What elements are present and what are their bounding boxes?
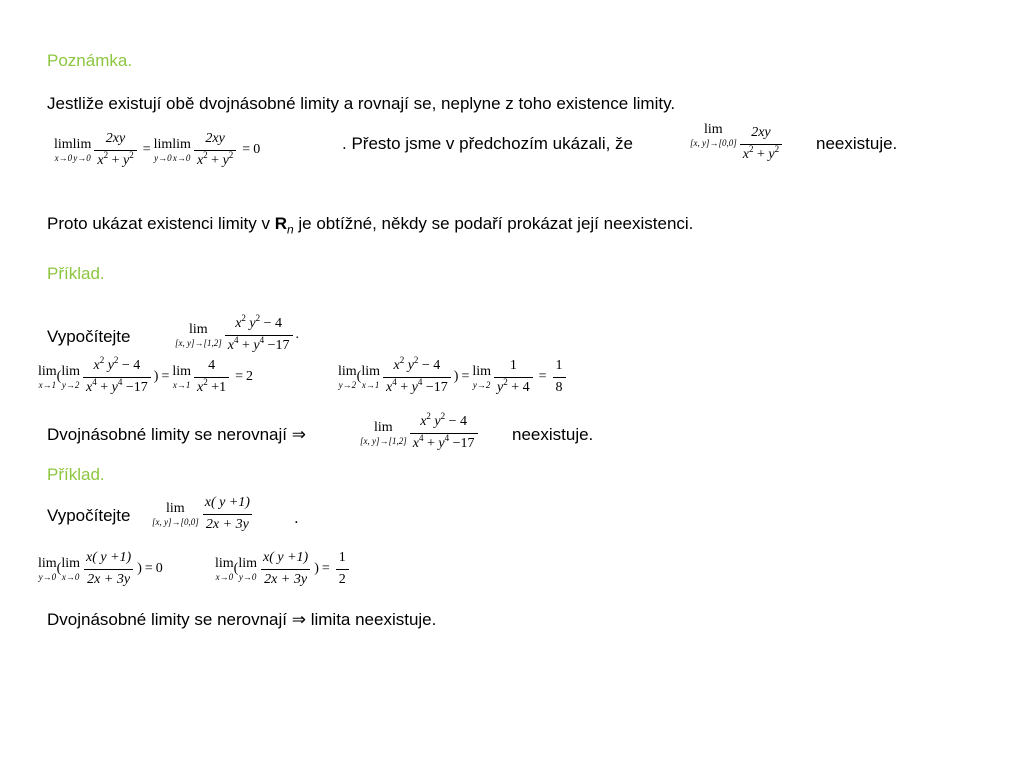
fraction: $\frac{x( y +1)}{2x + 3y}$ [263, 550, 309, 587]
fraction: $\frac{x^2 y^2 - 4}{x^4 + y^4 -17}$ [410, 414, 478, 451]
neexistuje-1: neexistuje. [512, 425, 594, 444]
formula-iterated-limits: lim x→0 lim y→0 $\frac{2xy}{x^2 + y^2}$ = lim y→0 lim x→0 $\frac{2xy}{x^2 + y^2}$ = 0 [54, 131, 261, 168]
paragraph-2b: neexistuje. [816, 134, 898, 153]
lim-operator: lim x→1 [361, 363, 381, 390]
formula-iterated-y-first: lim y→2 ( lim x→1 $\frac{x^2 y^2 - 4}{x^4 + y^4 -17}$ ) = lim y→2 $\frac{1}{y^2 + 4}$ = $\frac{1}{8}$ [338, 352, 569, 402]
lim-operator: lim [x, y]→[1,2] [175, 321, 222, 348]
example-2-heading: Příklad. [47, 465, 105, 484]
example-1-heading: Příklad. [47, 264, 105, 283]
formula-iterated-x-first: lim x→1 ( lim y→2 $\frac{x^2 y^2 - 4}{x^4 + y^4 -17}$ ) = lim x→1 $\frac{4}{x^2 +1}$ = 2 [38, 355, 254, 395]
lim-operator: lim y→0 [72, 136, 92, 163]
lim-operator: lim [x, y]→[0,0] [690, 121, 737, 148]
formula-double-limit-00 [690, 120, 785, 168]
calc-label-1: Vypočítejte [47, 327, 131, 346]
formula-ex2-x-first: lim x→0 ( lim y→0 $\frac{x( y +1)}{2x + 3y}$ ) = $\frac{1}{2}$ [215, 545, 352, 593]
lim-operator: lim y→2 [338, 363, 357, 390]
lim-operator: lim y→0 [238, 555, 258, 582]
fraction: $\frac{x^2 y^2 - 4}{x^4 + y^4 -17}$ [225, 316, 293, 353]
fraction: $\frac{2xy}{x^2 + y^2}$ [94, 131, 136, 168]
fraction: $\frac{1}{y^2 + 4}$ [494, 358, 533, 395]
lim-operator: lim y→2 [472, 363, 492, 390]
fraction: $\frac{x( y +1)}{2x + 3y}$ [204, 495, 250, 532]
paragraph-3: Proto ukázat existenci limity v $R_n$ je obtížné, někdy se podaří prokázat její neexistenci. [47, 214, 694, 237]
paragraph-1: Jestliže existují obě dvojnásobné limity a rovnají se, neplyne z toho existence limity. [47, 94, 676, 113]
final-statement: Dvojnásobné limity se nerovnají ⇒ limita neexistuje. [47, 610, 437, 629]
lim-operator: lim [x, y]→[0,0] [152, 500, 199, 527]
calc-label-2: Vypočítejte [47, 506, 131, 525]
formula-double-limit-12 [360, 408, 481, 458]
lim-operator: lim y→0 [153, 136, 173, 163]
fraction: $\frac{1}{8}$ [553, 358, 566, 395]
fraction: $\frac{1}{2}$ [336, 550, 349, 587]
inequality-statement-1: Dvojnásobné limity se nerovnají ⇒ [47, 425, 306, 444]
fraction: $\frac{x^2 y^2 - 4}{x^4 + y^4 -17}$ [83, 358, 151, 395]
dot-2: . [294, 508, 299, 527]
fraction: $\frac{x( y +1)}{2x + 3y}$ [86, 550, 132, 587]
lim-operator: lim x→0 [172, 136, 191, 163]
lim-operator: lim y→2 [61, 363, 81, 390]
lim-operator: lim x→1 [38, 363, 57, 390]
lim-operator: lim y→0 [38, 555, 57, 582]
lim-operator: lim x→0 [215, 555, 234, 582]
lim-operator: lim x→1 [172, 363, 192, 390]
formula-example-2 [152, 490, 256, 538]
lim-operator: lim x→0 [61, 555, 81, 582]
paragraph-2a: . Přesto jsme v předchozím ukázali, že [342, 134, 634, 153]
lim-operator: lim x→0 [54, 136, 73, 163]
formula-example-1: lim [x, y]→[1,2] $\frac{x^2 y^2 - 4}{x^4 + y^4 -17}$ . [175, 313, 299, 353]
lim-operator: lim [x, y]→[1,2] [360, 419, 407, 446]
fraction: $\frac{2xy}{x^2 + y^2}$ [740, 125, 782, 162]
formula-ex2-y-first: lim y→0 ( lim x→0 $\frac{x( y +1)}{2x + 3y}$ ) = 0 [38, 550, 163, 587]
fraction: $\frac{2xy}{x^2 + y^2}$ [194, 131, 236, 168]
fraction: $\frac{x^2 y^2 - 4}{x^4 + y^4 -17}$ [383, 358, 451, 395]
note-heading: Poznámka. [47, 51, 133, 70]
fraction: $\frac{4}{x^2 +1}$ [194, 358, 229, 395]
